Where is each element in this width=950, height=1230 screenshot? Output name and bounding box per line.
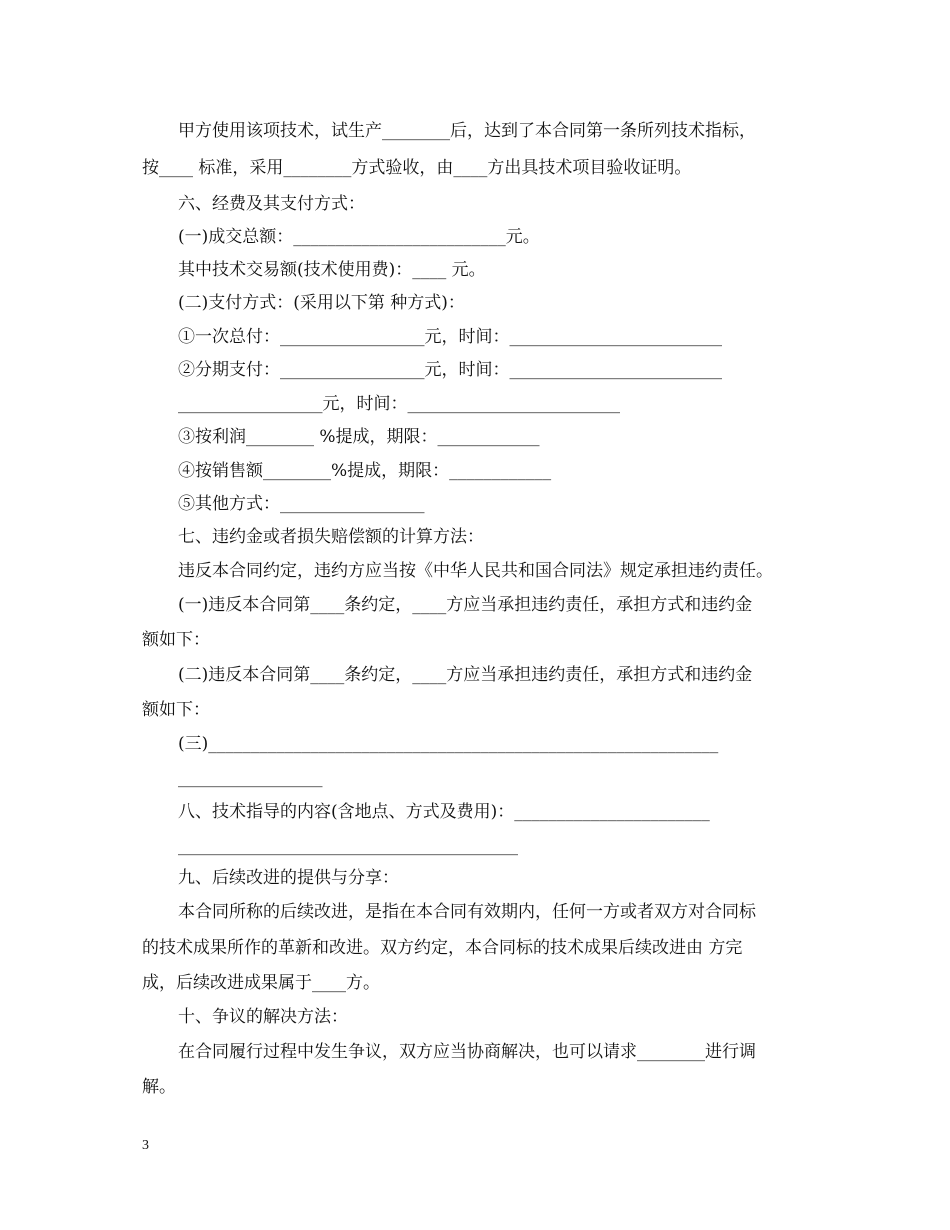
text-line: ④按销售额________%提成，期限：____________: [178, 461, 552, 481]
section-heading: 十、争议的解决方法：: [178, 1007, 348, 1027]
text-line: 本合同所称的后续改进，是指在本合同有效期内，任何一方或者双方对合同标: [178, 902, 756, 922]
section-heading: 九、后续改进的提供与分享：: [178, 868, 399, 888]
text-line: 解。: [142, 1077, 176, 1097]
section-heading: 七、违约金或者损失赔偿额的计算方法：: [178, 527, 484, 547]
text-line: 在合同履行过程中发生争议，双方应当协商解决，也可以请求________进行调: [178, 1042, 756, 1062]
text-line: (二)支付方式：(采用以下第 种方式)：: [178, 293, 465, 313]
section-heading: 八、技术指导的内容(含地点、方式及费用)：_______________________: [178, 802, 710, 822]
text-line: ②分期支付：_________________元，时间：_________________________: [178, 360, 722, 380]
text-line: _________________: [178, 768, 323, 788]
text-line: 违反本合同约定，违约方应当按《中华人民共和国合同法》规定承担违约责任。: [178, 561, 773, 581]
text-line: 甲方使用该项技术，试生产________后，达到了本合同第一条所列技术指标，: [178, 121, 756, 141]
text-line: 成，后续改进成果属于____方。: [142, 973, 380, 993]
text-line: 额如下：: [142, 700, 210, 720]
text-line: ________________________________________: [178, 836, 518, 856]
section-heading: 六、经费及其支付方式：: [178, 194, 365, 214]
page-number: 3: [142, 1138, 149, 1153]
text-line: (一)违反本合同第____条约定，____方应当承担违约责任，承担方式和违约金: [178, 595, 753, 615]
text-line: 按____ 标准，采用________方式验收，由____方出具技术项目验收证明。: [142, 158, 692, 178]
text-line: ③按利润________ %提成，期限：____________: [178, 427, 540, 447]
text-line: 其中技术交易额(技术使用费)：____ 元。: [178, 260, 486, 280]
text-line: _________________元，时间：_________________________: [178, 394, 620, 414]
text-line: 的技术成果所作的革新和改进。双方约定，本合同标的技术成果后续改进由 方完: [142, 938, 743, 958]
text-line: 额如下：: [142, 630, 210, 650]
text-line: (一)成交总额：_________________________元。: [178, 227, 540, 247]
text-line: ⑤其他方式：_________________: [178, 494, 425, 514]
text-line: (二)违反本合同第____条约定，____方应当承担违约责任，承担方式和违约金: [178, 665, 753, 685]
text-line: (三)____________________________________________________________: [178, 734, 719, 754]
text-line: ①一次总付：_________________元，时间：_________________________: [178, 327, 722, 347]
